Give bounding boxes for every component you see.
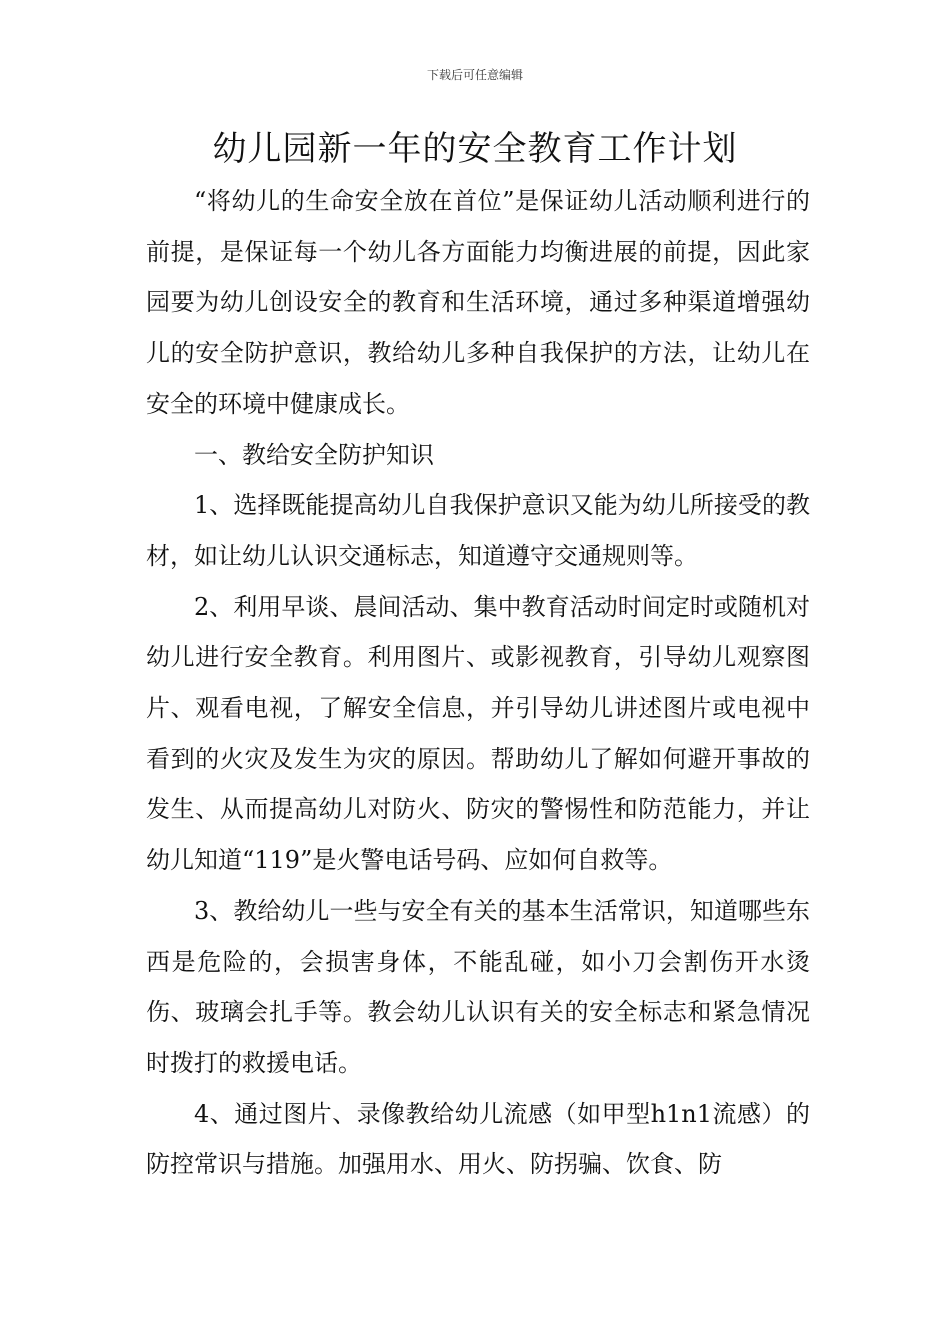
paragraph-item-1: 1、选择既能提高幼儿自我保护意识又能为幼儿所接受的教材，如让幼儿认识交通标志，知道遵守交通规则等。: [146, 491, 810, 570]
document-title: 幼儿园新一年的安全教育工作计划: [212, 129, 738, 169]
paragraph-item-3: 3、教给幼儿一些与安全有关的基本生活常识，知道哪些东西是危险的，会损害身体，不能乱碰，如小刀会割伤开水烫伤、玻璃会扎手等。教会幼儿认识有关的安全标志和紧急情况时拨打的救援电话。: [146, 896, 810, 1077]
paragraph-item-4: 4、通过图片、录像教给幼儿流感（如甲型h1n1流感）的防控常识与措施。加强用水、用火、防拐骗、饮食、防: [146, 1099, 810, 1179]
section-heading: 一、教给安全防护知识: [194, 440, 434, 469]
header-note: 下载后可任意编辑: [426, 68, 523, 82]
paragraph-intro: “将幼儿的生命安全放在首位”是保证幼儿活动顺利进行的前提，是保证每一个幼儿各方面能力均衡进展的前提，因此家园要为幼儿创设安全的教育和生活环境，通过多种渠道增强幼儿的安全防护意识，教给幼儿多种自我保护的方法，让幼儿在安全的环境中健康成长。: [146, 187, 810, 418]
paragraph-item-2: 2、利用早谈、晨间活动、集中教育活动时间定时或随机对幼儿进行安全教育。利用图片、或影视教育，引导幼儿观察图片、观看电视，了解安全信息，并引导幼儿讲述图片或电视中看到的火灾及发生为灾的原因。帮助幼儿了解如何避开事故的发生、从而提高幼儿对防火、防灾的警惕性和防范能力，并让幼儿知道“119”是火警电话号码、应如何自救等。: [146, 592, 810, 875]
document-body: [146, 176, 810, 1190]
